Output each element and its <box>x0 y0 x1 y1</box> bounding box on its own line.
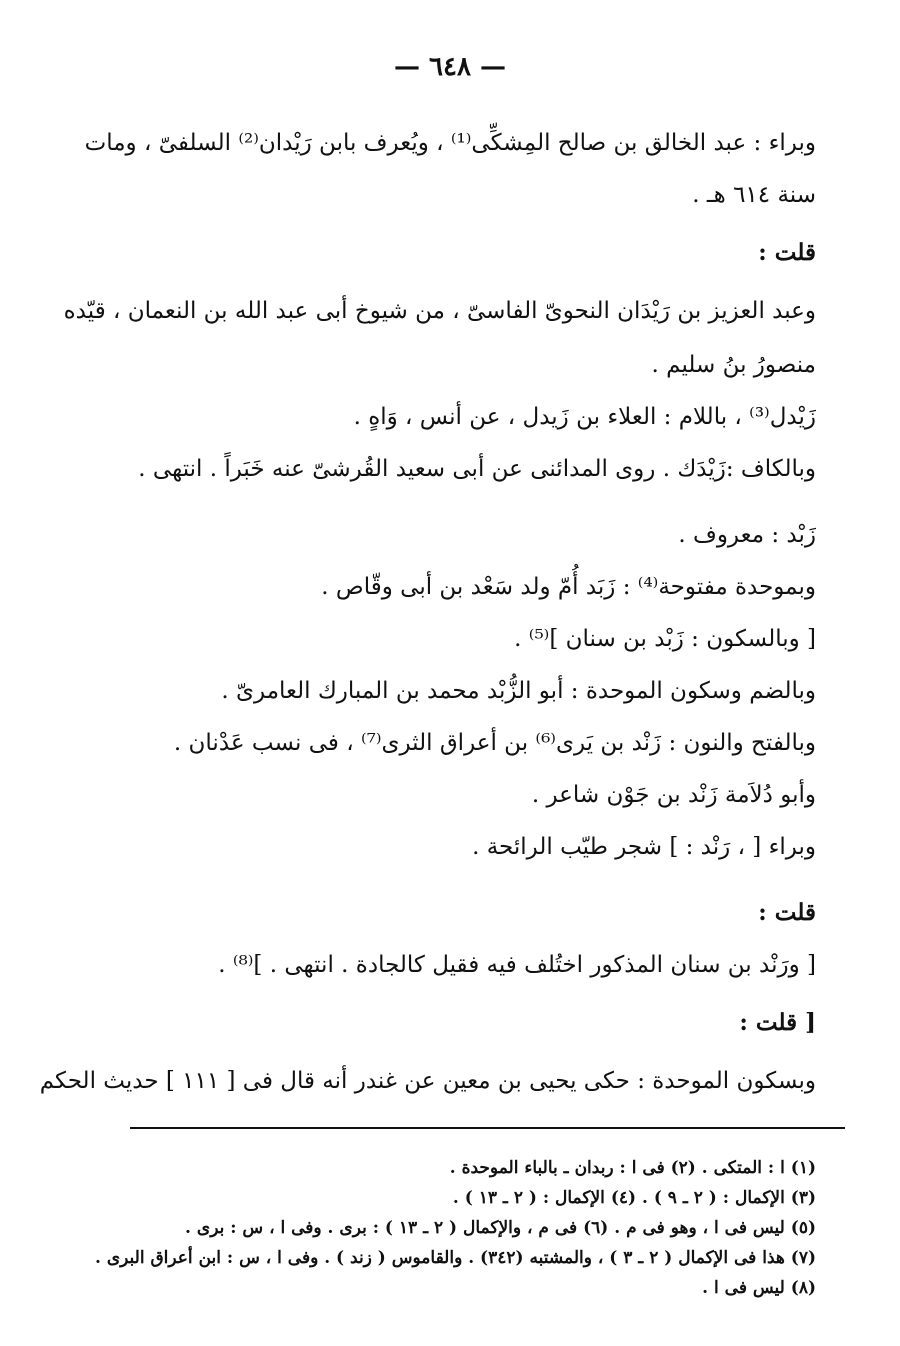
main-text <box>39 128 816 1096</box>
footnotes <box>96 1153 816 1303</box>
page-number: — ٦٤٨ — <box>393 52 507 82</box>
text-line: [ وبالسكون : زَبْد بن سنان ]⁽⁵⁾ . <box>514 626 816 652</box>
text-line: منصورُ بنُ سليم . <box>651 352 816 378</box>
text-line: وبراء [ ، رَنْد : ] شجر طيّب الرائحة . <box>472 834 816 860</box>
text-line: [ ورَنْد بن سنان المذكور اختُلف فيه فقيل كالجادة . انتهى . ]⁽⁸⁾ . <box>218 952 816 978</box>
footnote: (٨) ليس فى ا . <box>702 1278 816 1298</box>
footnote-divider <box>130 1127 845 1129</box>
section-heading: قلت : <box>758 239 816 266</box>
section-heading: قلت : <box>758 899 816 926</box>
text-line: وبالكاف :زَيْدَك . روى المدائنى عن أبى سعيد القُرشىّ عنه خَبَراً . انتهى . <box>138 456 816 482</box>
text-line: وأبو دُلاَمة زَنْد بن جَوْن شاعر . <box>531 782 816 808</box>
text-line: وبالضم وسكون الموحدة : أبو الزُّبْد محمد بن المبارك العامرىّ . <box>221 678 816 704</box>
footnote: (٣) الإكمال : ( ٢ ـ ٩ ) . (٤) الإكمال : ( ٢ ـ ١٣ ) . <box>452 1188 816 1208</box>
footnote: (٧) هذا فى الإكمال ( ٢ ـ ٣ ) ، والمشتبه (٣٤٢) . والقاموس ( زند ) . وفى ا ، س : ابن أعراق البرى . <box>95 1248 816 1268</box>
footnote: (١) ا : المتكى . (٢) فى ا : ربدان ـ بالباء الموحدة . <box>449 1158 816 1178</box>
footnote: (٥) ليس فى ا ، وهو فى م . (٦) فى م ، والإكمال ( ٢ ـ ١٣ ) : برى . وفى ا ، س : برى . <box>185 1218 816 1238</box>
section-heading: [ قلت : <box>739 1009 816 1036</box>
text-line: زَبْد : معروف . <box>678 522 816 548</box>
text-line: زَيْدل⁽³⁾ ، باللام : العلاء بن زَيدل ، عن أنس ، وَاهٍ . <box>353 404 816 430</box>
text-line: وبسكون الموحدة : حكى يحيى بن معين عن غندر أنه قال فى [ ١١١ ] حديث الحكم <box>39 1068 816 1094</box>
text-line: سنة ٦١٤ هـ . <box>692 182 816 208</box>
text-line: وعبد العزيز بن رَيْدَان النحوىّ الفاسىّ ، من شيوخ أبى عبد الله بن النعمان ، قيّده <box>63 298 816 324</box>
text-line: وبراء : عبد الخالق بن صالح المِشكِّى⁽¹⁾ ، ويُعرف بابن رَيْدان⁽²⁾ السلفىّ ، ومات <box>84 130 816 156</box>
text-line: وبموحدة مفتوحة⁽⁴⁾ : زَبَد أُمّ ولد سَعْد بن أبى وقّاص . <box>321 574 816 600</box>
text-line: وبالفتح والنون : زَنْد بن يَرى⁽⁶⁾ بن أعراق الثرى⁽⁷⁾ ، فى نسب عَدْنان . <box>173 730 816 756</box>
